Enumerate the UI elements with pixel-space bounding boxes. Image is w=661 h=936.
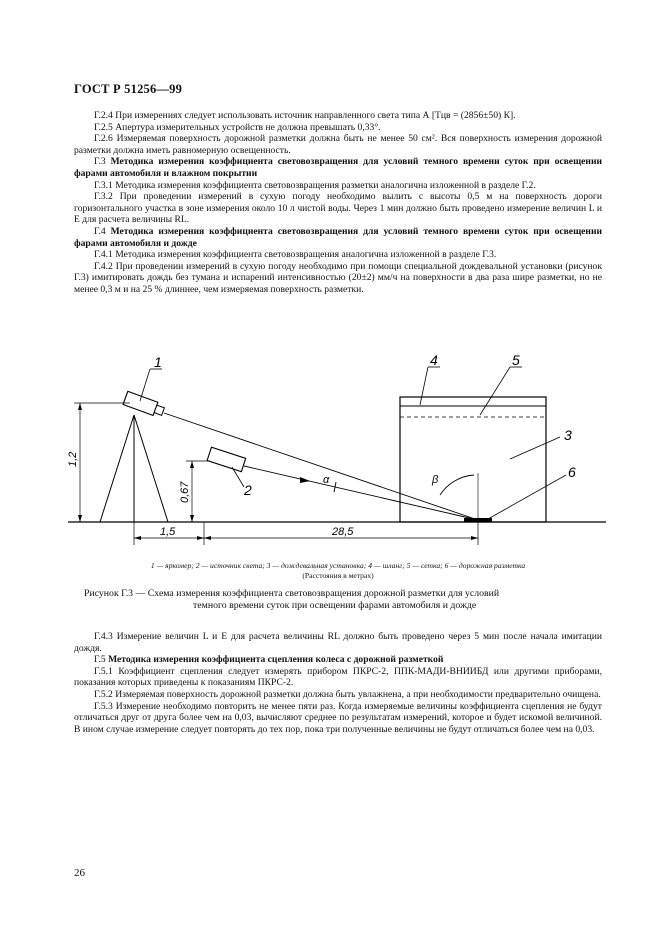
paragraph-g2-5: Г.2.5 Апертура измерительных устройств не должна превышать 0,33°.: [94, 121, 381, 133]
ray-arrow: [300, 477, 310, 483]
dim-arrow-c: [204, 536, 211, 540]
illumination-ray: [244, 466, 478, 520]
paragraph-g2-6: Г.2.6 Измеряемая поверхность дорожной разметки должна быть не менее 50 см². Вся поверхность измерения дорожной разметки должна иметь равномерную освещенность.: [74, 133, 602, 156]
caption-line-2: темного времени суток при освещении фарами автомобиля и дожде: [193, 600, 477, 611]
label-6: 6: [568, 464, 576, 480]
legend-text: 1 — яркомер; 2 — источник света; 3 — дождевальная установка; 4 — шланг; 5 — сетка; 6 — дорожная разметка: [150, 561, 526, 570]
section-heading-g3: Г.3 Методика измерения коэффициента световозвращения для условий темного времени суток при освещении фарами автомобиля и влажном покрытии: [74, 156, 603, 179]
paragraph-g5-1: Г.5.1 Коэффициент сцепления следует измерять прибором ПКРС-2, ППК-МАДИ-ВНИИБД или другими приборами, показания которых приведены к показаниям ПКРС-2.: [74, 665, 602, 689]
paragraph-g4-2: Г.4.2 При проведении измерений в сухую погоду необходимо при помощи специальной дождевальной установки (рисунок Г.3) имитировать дождь без тумана и испарений интенсивностью (20±2) мм/ч на поверхности в два раза шире разметки, но не менее 0,3 м и на 25 % длиннее, чем измеряемая поверхность разметки.: [74, 260, 602, 295]
paragraph-g4-1: Г.4.1 Методика измерения коэффициента световозвращения аналогична изложенной в разделе Г.3.: [94, 249, 497, 261]
dim-height-arrow-bottom: [78, 515, 82, 522]
alpha-label: α: [323, 474, 330, 486]
light-source-icon: [207, 447, 246, 471]
dim-height-source-arrow-bottom: [190, 515, 194, 522]
figure-legend: [74, 561, 602, 581]
dim-height-meter: 1,2: [67, 451, 79, 467]
label-3: 3: [564, 427, 572, 443]
paragraph-g3-1: Г.3.1 Методика измерения коэффициента световозвращения разметки аналогична изложенной в разделе Г.2.: [94, 179, 536, 191]
measurement-scheme-figure: [60, 355, 620, 555]
paragraph-g5-2: Г.5.2 Измеряемая поверхность дорожной разметки должна быть увлажнена, а при необходимости предварительно очищена.: [94, 688, 601, 700]
dim-arrow-b: [197, 536, 204, 540]
label-4: 4: [430, 355, 438, 368]
legend-units: (Расстояния в метрах): [302, 571, 374, 580]
tripod-leg-left: [100, 415, 134, 522]
luminance-meter-icon: [123, 391, 165, 418]
dim-height-source: 0,67: [179, 481, 191, 503]
leader-4: [420, 367, 428, 405]
beta-arc: [440, 475, 474, 495]
leader-3: [510, 437, 560, 459]
dim-distance-1: 1,5: [160, 526, 176, 538]
document-header: ГОСТ Р 51256—99: [74, 82, 183, 96]
observation-ray: [164, 413, 478, 520]
paragraph-g4-3: Г.4.3 Измерение величин L и E для расчета величины RL должно быть проведено через 5 мин после начала имитации дождя.: [74, 631, 602, 654]
text-block-lower: [74, 631, 602, 735]
paragraph-g2-4: Г.2.4 При измерениях следует использовать источник направленного света типа А [Tцв = (2856±50) К].: [94, 110, 516, 121]
beta-label: β: [432, 474, 439, 486]
label-5: 5: [512, 355, 520, 368]
dim-arrow-a: [134, 536, 141, 540]
dim-distance-2: 28,5: [332, 526, 354, 538]
leader-5: [480, 367, 510, 415]
section-heading-g5: Г.5 Методика измерения коэффициента сцепления колеса с дорожной разметкой: [94, 654, 444, 666]
leader-1: [140, 369, 150, 401]
page-number: 26: [74, 867, 85, 879]
paragraph-g5-3: Г.5.3 Измерение необходимо повторить не менее пяти раз. Когда измеряемые величины коэффициента сцепления не будут отличаться друг от друга более чем на 0,03, вычисляют среднее по результатам измерений, которое и будет искомой величиной. В ином случае измерение следует повторять до тех пор, пока три полученные величины не будут отличаться более чем на 0,03.: [74, 700, 602, 735]
rain-installation: [400, 397, 546, 522]
section-heading-g4: Г.4 Методика измерения коэффициента световозвращения для условий темного времени суток при освещении фарами автомобиля и дожде: [74, 225, 603, 249]
tripod-leg-right: [134, 415, 168, 522]
paragraph-g3-2: Г.3.2 При проведении измерений в сухую погоду необходимо вылить с высоты 0,5 м на поверхность дороги горизонтального участка в зоне измерения около 10 л чистой воды. Через 1 мин должно быть проведено измерение величин L и E для расчета величины RL.: [74, 191, 602, 226]
caption-line-1: Рисунок Г.3 — Схема измерения коэффициента световозвращения дорожной разметки для условий: [84, 588, 500, 599]
figure-caption: [74, 588, 602, 612]
dim-height-source-arrow-top: [190, 461, 194, 468]
label-2: 2: [244, 482, 252, 498]
text-block-upper: [74, 110, 602, 296]
dim-height-arrow-top: [78, 403, 82, 410]
dim-arrow-d: [471, 536, 478, 540]
label-1: 1: [154, 355, 162, 370]
leader-6: [488, 475, 566, 519]
